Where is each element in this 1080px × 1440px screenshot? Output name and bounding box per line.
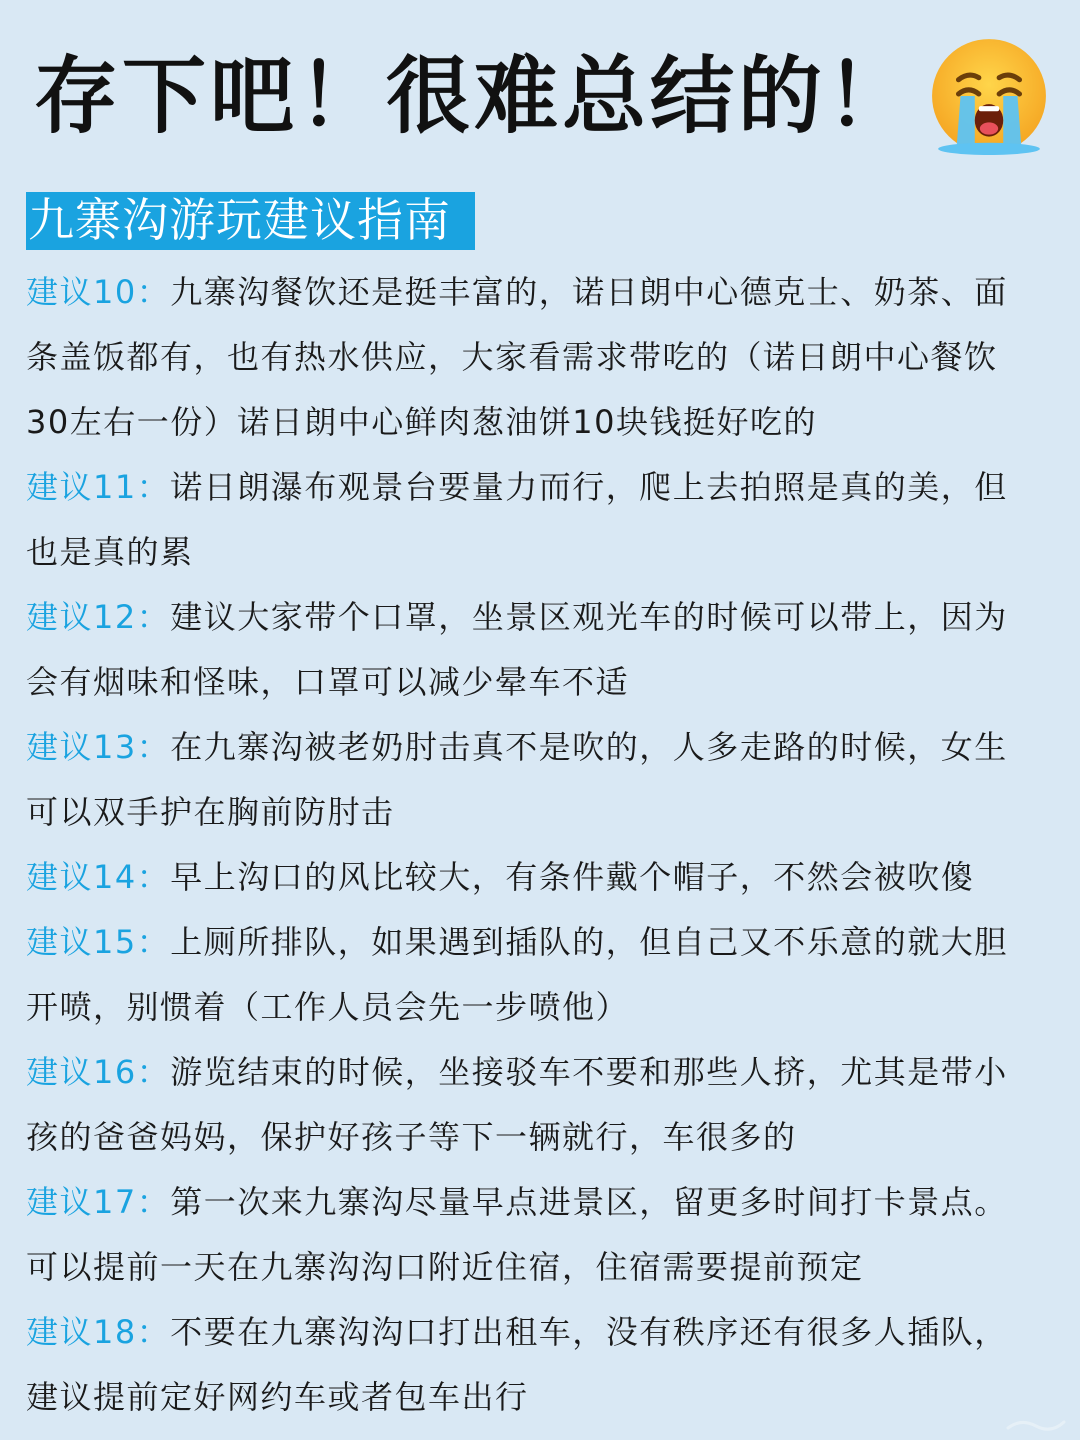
tip-item <box>26 455 1036 585</box>
tip-text: 诺日朗瀑布观景台要量力而行，爬上去拍照是真的美，但也是真的累 <box>26 468 1008 571</box>
tip-item <box>26 845 1036 910</box>
tip-text: 上厕所排队，如果遇到插队的，但自己又不乐意的就大胆开喷，别惯着（工作人员会先一步喷他） <box>26 923 1008 1026</box>
tips-list <box>26 260 1036 1430</box>
tip-item <box>26 1300 1036 1430</box>
tip-item <box>26 1040 1036 1170</box>
tip-label: 建议15： <box>26 923 171 961</box>
tip-item <box>26 910 1036 1040</box>
tip-text: 在九寨沟被老奶肘击真不是吹的，人多走路的时候，女生可以双手护在胸前防肘击 <box>26 728 1008 831</box>
loudly-crying-face-icon <box>928 35 1050 157</box>
tip-text: 九寨沟餐饮还是挺丰富的，诺日朗中心德克士、奶茶、面条盖饭都有，也有热水供应，大家看需求带吃的（诺日朗中心餐饮30左右一份）诺日朗中心鲜肉葱油饼10块钱挺好吃的 <box>26 273 1008 441</box>
tip-label: 建议16： <box>26 1053 171 1091</box>
tip-text: 不要在九寨沟沟口打出租车，没有秩序还有很多人插队，建议提前定好网约车或者包车出行 <box>26 1313 1008 1416</box>
tip-item <box>26 260 1036 455</box>
subtitle-banner: 九寨沟游玩建议指南 <box>26 192 475 250</box>
tip-item <box>26 585 1036 715</box>
tip-text: 早上沟口的风比较大，有条件戴个帽子，不然会被吹傻 <box>170 858 975 896</box>
tip-label: 建议12： <box>26 598 171 636</box>
title-row <box>34 26 1036 166</box>
tip-label: 建议10： <box>26 273 171 311</box>
tip-label: 建议14： <box>26 858 171 896</box>
tip-item <box>26 1170 1036 1300</box>
tip-text: 建议大家带个口罩，坐景区观光车的时候可以带上，因为会有烟味和怪味，口罩可以减少晕车不适 <box>26 598 1008 701</box>
tip-label: 建议13： <box>26 728 171 766</box>
page-title: 存下吧！很难总结的！ <box>34 47 915 145</box>
watermark-mark <box>1006 1416 1066 1432</box>
tip-label: 建议11： <box>26 468 171 506</box>
tip-text: 第一次来九寨沟尽量早点进景区，留更多时间打卡景点。可以提前一天在九寨沟沟口附近住宿，住宿需要提前预定 <box>26 1183 1008 1286</box>
tip-text: 游览结束的时候，坐接驳车不要和那些人挤，尤其是带小孩的爸爸妈妈，保护好孩子等下一辆就行，车很多的 <box>26 1053 1008 1156</box>
tip-label: 建议17： <box>26 1183 171 1221</box>
tip-item <box>26 715 1036 845</box>
tip-label: 建议18： <box>26 1313 171 1351</box>
